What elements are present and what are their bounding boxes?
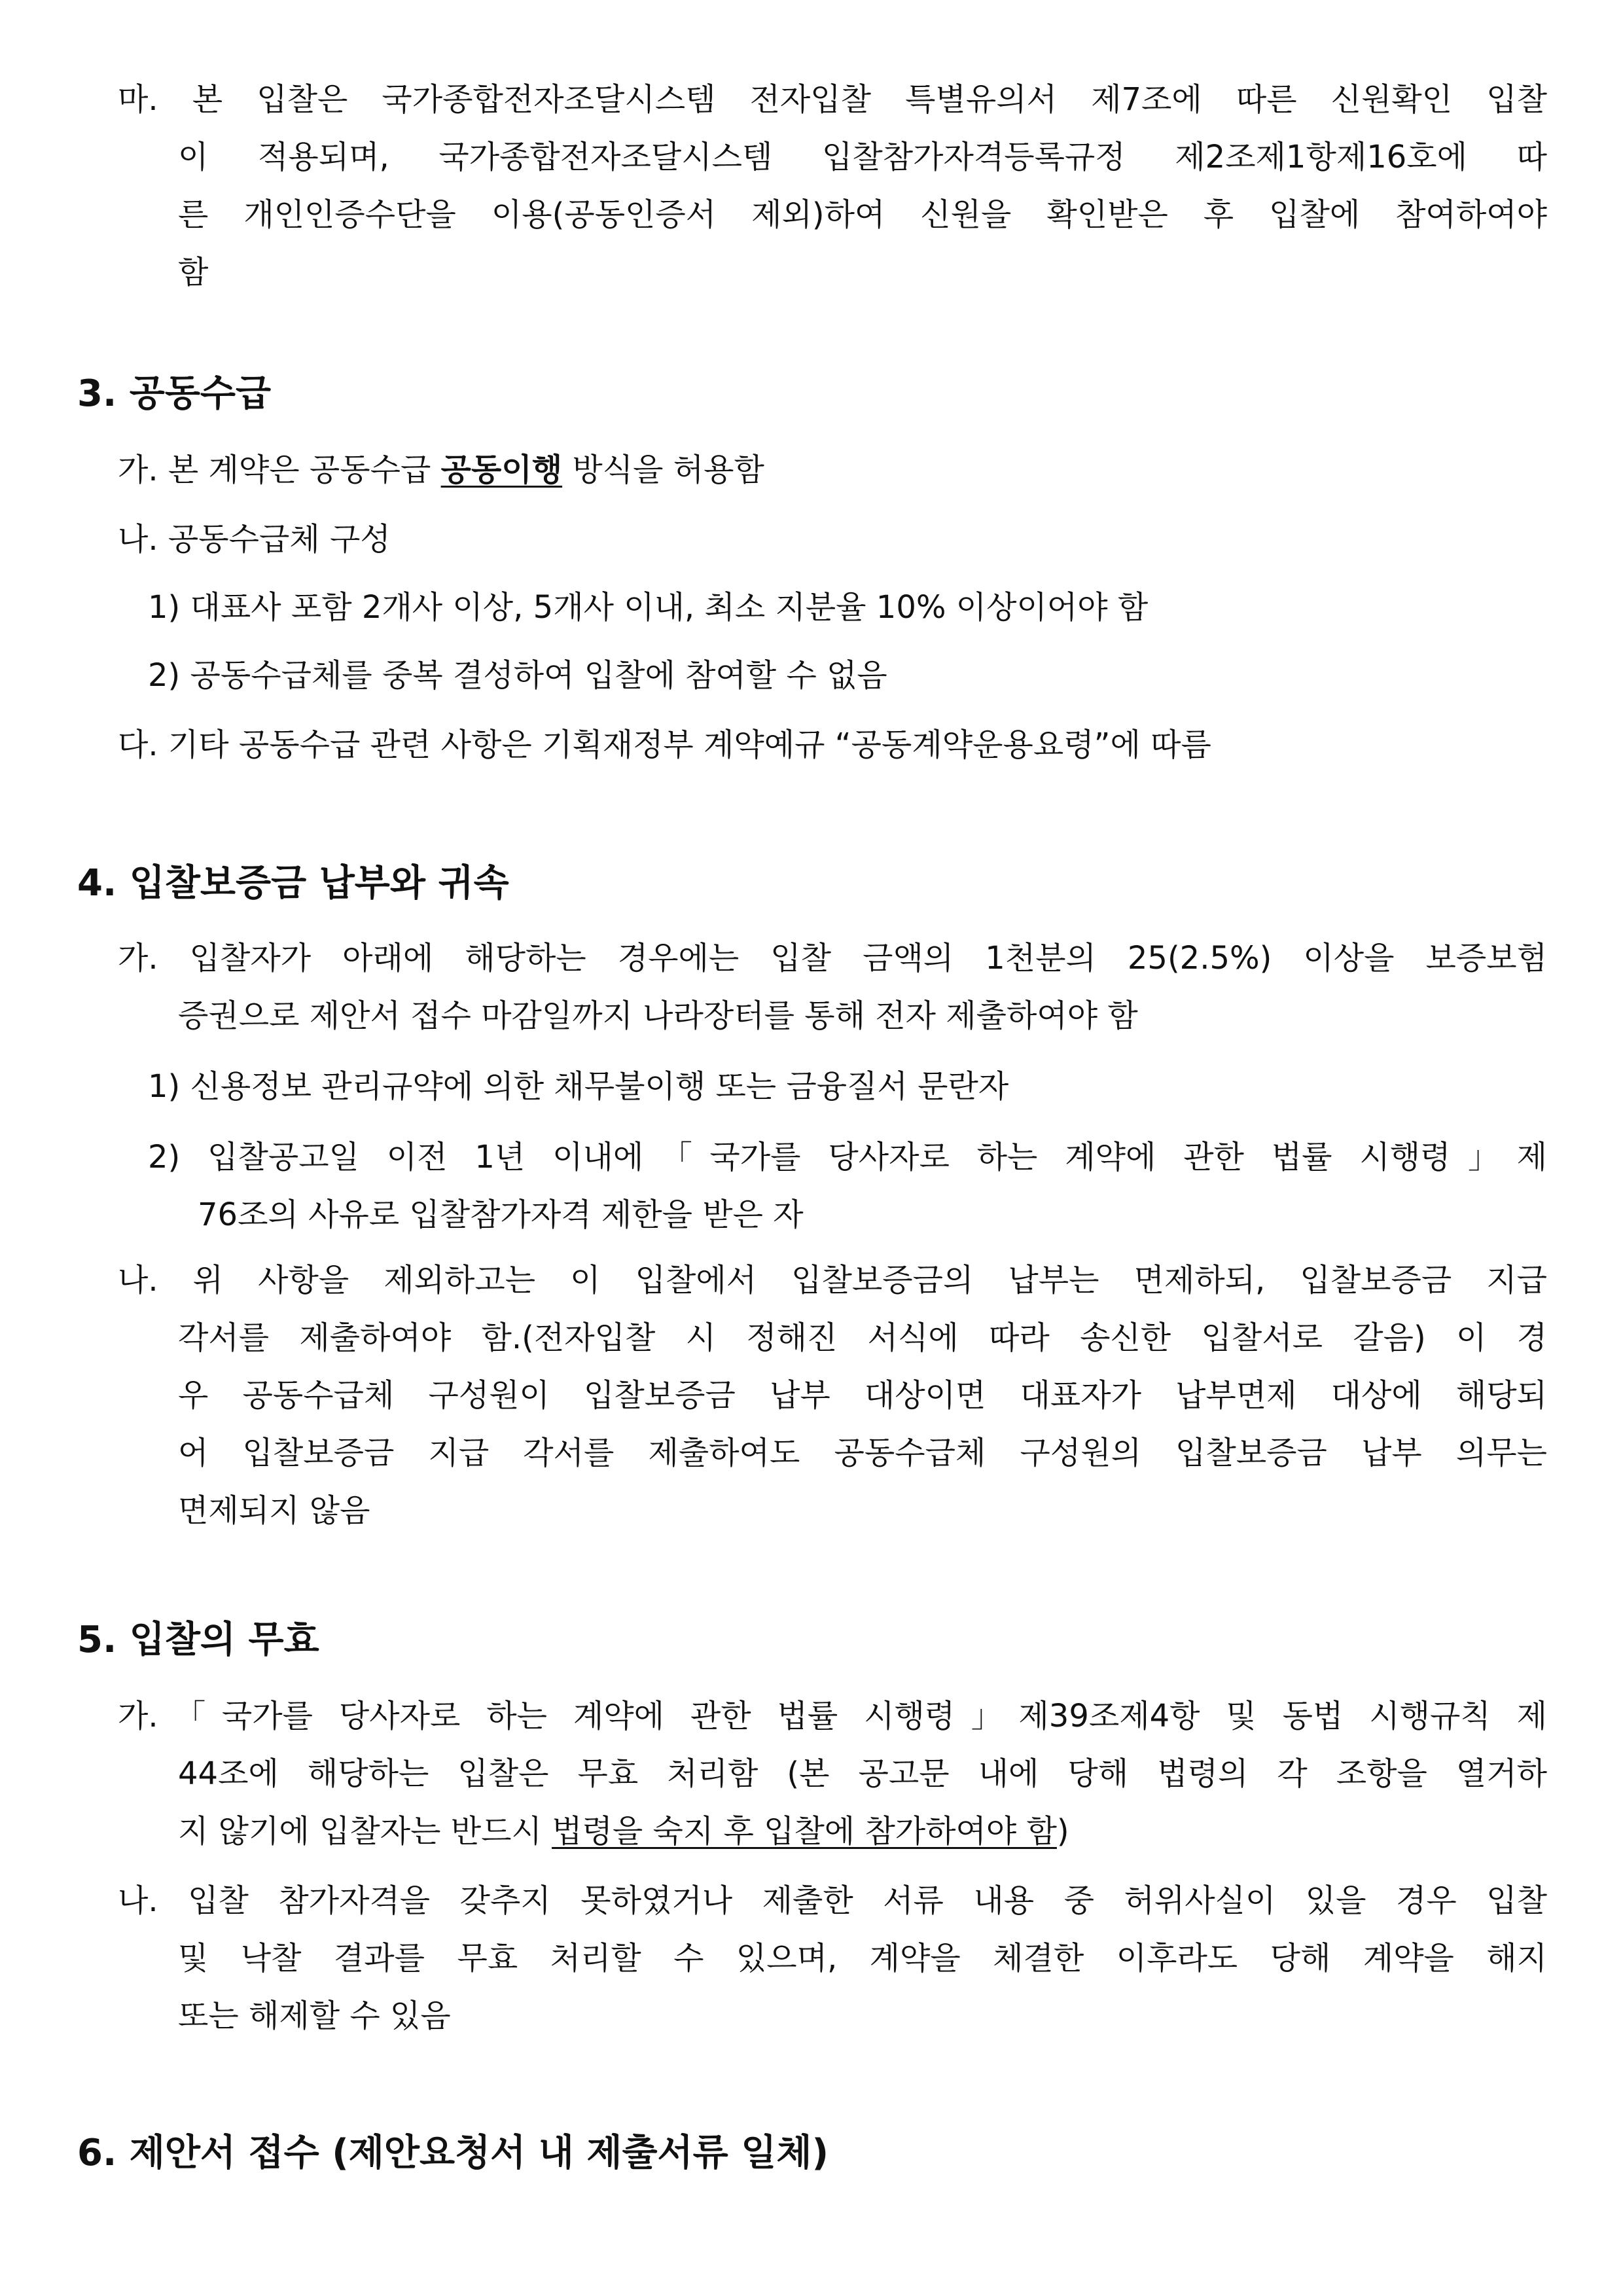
item-4-ga bbox=[118, 929, 1547, 1045]
item-4-ga-2 bbox=[148, 1128, 1547, 1244]
section-heading-4: 4. 입찰보증금 납부와 귀속 bbox=[77, 862, 509, 905]
item-3-na bbox=[118, 511, 1547, 568]
item-text: 1) 대표사 포함 2개사 이상, 5개사 이내, 최소 지분율 10% 이상이어야 함 bbox=[148, 589, 1149, 626]
paragraph-line: 76조의 사유로 입찰참가자격 제한을 받은 자 bbox=[198, 1196, 804, 1233]
item-4-ga-1 bbox=[148, 1058, 1547, 1115]
paragraph-ma bbox=[118, 71, 1547, 301]
paragraph-line: 면제되지 않음 bbox=[178, 1492, 370, 1529]
item-5-na bbox=[118, 1872, 1547, 2045]
item-text: 나. 공동수급체 구성 bbox=[118, 521, 391, 558]
paragraph-line: 마. 본 입찰은 국가종합전자조달시스템 전자입찰 특별유의서 제7조에 따른 신원확인 입찰 bbox=[118, 81, 1547, 118]
paragraph-line: 이 적용되며, 국가종합전자조달시스템 입찰참가자격등록규정 제2조제1항제16호에 따 bbox=[178, 139, 1547, 175]
item-text: 다. 기타 공동수급 관련 사항은 기획재정부 계약예규 “공동계약운용요령”에 따름 bbox=[118, 726, 1211, 763]
paragraph-line: 가. 입찰자가 아래에 해당하는 경우에는 입찰 금액의 1천분의 25(2.5%) 이상을 보증보험 bbox=[118, 940, 1547, 977]
section-heading-3: 3. 공동수급 bbox=[77, 372, 272, 415]
paragraph-line: 른 개인인증수단을 이용(공동인증서 제외)하여 신원을 확인받은 후 입찰에 참여하여야 bbox=[178, 196, 1547, 233]
item-text: 2) 공동수급체를 중복 결성하여 입찰에 참여할 수 없음 bbox=[148, 657, 887, 694]
paragraph-line: 44조에 해당하는 입찰은 무효 처리함 (본 공고문 내에 당해 법령의 각 조항을 열거하 bbox=[178, 1755, 1547, 1792]
item-text: 가. 본 계약은 공동수급 bbox=[118, 452, 441, 488]
paragraph-line: 함 bbox=[178, 254, 209, 291]
section-heading-6: 6. 제안서 접수 (제안요청서 내 제출서류 일체) bbox=[77, 2132, 829, 2174]
item-text: 1) 신용정보 관리규약에 의한 채무불이행 또는 금융질서 문란자 bbox=[148, 1068, 1009, 1105]
paragraph-line: 증권으로 제안서 접수 마감일까지 나라장터를 통해 전자 제출하여야 함 bbox=[178, 997, 1138, 1034]
underlined-text: 법령을 숙지 후 입찰에 참가하여야 함 bbox=[552, 1813, 1057, 1850]
item-3-na-1 bbox=[148, 579, 1547, 636]
paragraph-line: 가.「국가를 당사자로 하는 계약에 관한 법률 시행령」제39조제4항 및 동법 시행규칙 제 bbox=[118, 1698, 1547, 1734]
item-text: 지 않기에 입찰자는 반드시 bbox=[178, 1813, 552, 1850]
paragraph-line: 각서를 제출하여야 함.(전자입찰 시 정해진 서식에 따라 송신한 입찰서로 갈음) 이 경 bbox=[178, 1319, 1547, 1356]
item-5-ga bbox=[118, 1687, 1547, 1860]
paragraph-line: 어 입찰보증금 지급 각서를 제출하여도 공동수급체 구성원의 입찰보증금 납부 의무는 bbox=[178, 1435, 1547, 1471]
item-3-da bbox=[118, 716, 1547, 774]
item-4-na bbox=[118, 1251, 1547, 1539]
paragraph-line: 우 공동수급체 구성원이 입찰보증금 납부 대상이면 대표자가 납부면제 대상에 해당되 bbox=[178, 1377, 1547, 1414]
item-text: ) bbox=[1056, 1813, 1069, 1850]
paragraph-line: 또는 해제할 수 있음 bbox=[178, 1998, 451, 2034]
item-3-ga bbox=[118, 441, 1547, 499]
paragraph-line: 나. 입찰 참가자격을 갖추지 못하였거나 제출한 서류 내용 중 허위사실이 있을 경우 입찰 bbox=[118, 1882, 1547, 1919]
paragraph-line: 2) 입찰공고일 이전 1년 이내에「국가를 당사자로 하는 계약에 관한 법률 시행령」제 bbox=[148, 1139, 1547, 1175]
emphasis-text: 공동이행 bbox=[440, 452, 563, 488]
paragraph-line: 나. 위 사항을 제외하고는 이 입찰에서 입찰보증금의 납부는 면제하되, 입찰보증금 지급 bbox=[118, 1262, 1547, 1299]
item-3-na-2 bbox=[148, 647, 1547, 704]
section-heading-5: 5. 입찰의 무효 bbox=[77, 1619, 319, 1661]
item-text: 방식을 허용함 bbox=[562, 452, 764, 488]
paragraph-line: 및 낙찰 결과를 무효 처리할 수 있으며, 계약을 체결한 이후라도 당해 계약을 해지 bbox=[178, 1940, 1547, 1977]
